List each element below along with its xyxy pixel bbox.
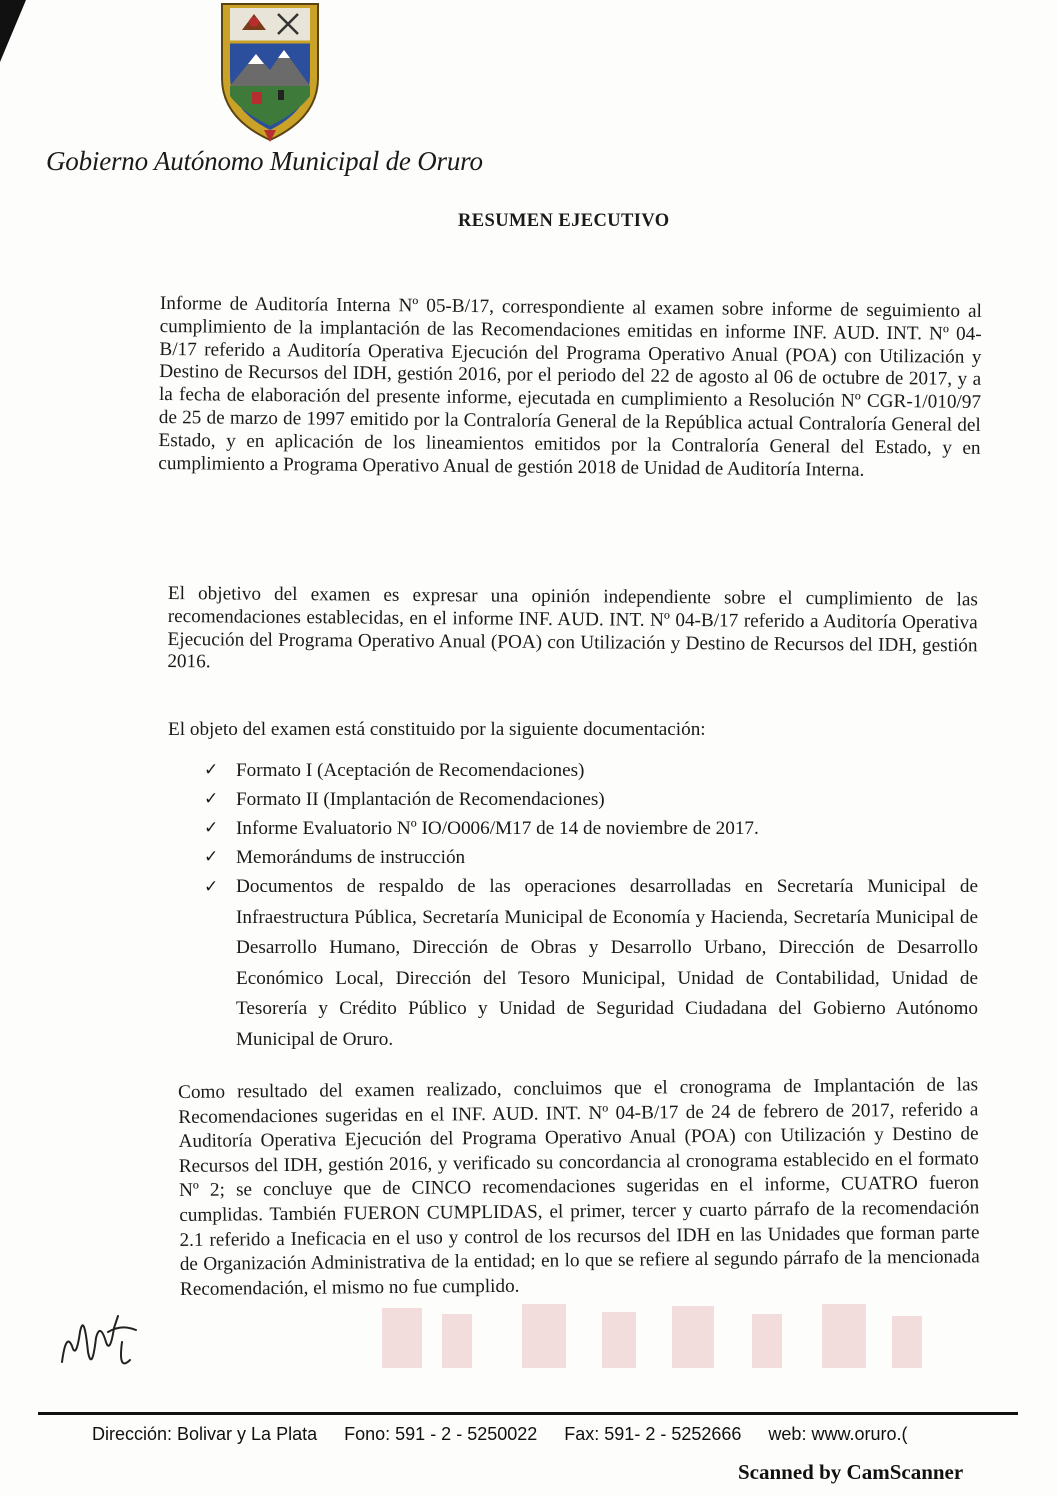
list-item [204,756,978,785]
list-item-text: Formato II (Implantación de Recomendaciones) [236,789,605,810]
watermark-graphic [372,1300,932,1370]
organization-name: Gobierno Autónomo Municipal de Oruro [46,146,483,176]
paragraph-scope: El objeto del examen está constituido por la siguiente documentación: [168,719,706,741]
footer-divider [38,1412,1018,1415]
list-item [204,785,978,814]
list-item-text: Formato I (Aceptación de Recomendaciones) [236,760,585,781]
footer-contact [92,1424,929,1445]
footer-phone: Fono: 591 - 2 - 5250022 [344,1424,538,1444]
list-item-text: Documentos de respaldo de las operaciones desarrolladas en Secretaría Municipal de Infraestructura Pública, Secretaría Municipal de Economía y Hacienda, Secretaría Municipal de Desarrollo Humano, Dirección de Obras y Desarrollo Urbano, Dirección de Desarrollo Económico Local, Dirección del Tesoro Municipal, Unidad de Contabilidad, Unidad de Tesorería y Crédito Público y Unidad de Seguridad Ciudadana del Gobierno Autónomo Municipal de Oruro. [236,876,978,1050]
paragraph-objective: El objetivo del examen es expresar una opinión independiente sobre el cumplimiento de las recomendaciones establecidas, en el informe INF. AUD. INT. Nº 04-B/17 referido a Auditoría Operativa Ejecución del Programa Operativo Anual (POA) con Utilización y Destino de Recursos del IDH, gestión 2016. [167,583,978,673]
scanner-watermark: Scanned by CamScanner [738,1460,964,1484]
paragraph-conclusion: Como resultado del examen realizado, concluimos que el cronograma de Implantación de las Recomendaciones sugeridas en el INF. AUD. INT. Nº 04-B/17 de 24 de febrero de 2017, referido a Auditoría Operativa Ejecución del Programa Operativo Anual (POA) con Utilización y Destino de Recursos del IDH, gestión 2016, y verificado su concordancia al cronograma establecido en el formato Nº 2; se concluye que de CINCO recomendaciones sugeridas en el informe, CUATRO fueron cumplidas. También FUERON CUMPLIDAS, el primer, tercer y cuarto párrafo de la recomendación 2.1 referido a Ineficacia en el uso y control de los recursos del IDH en las Unidades que forman parte de Organización Administrativa de la entidad; en lo que se refiere al segundo párrafo de la mencionada Recomendación, el mismo no fue cumplido. [178,1074,980,1300]
checkmark-icon: ✓ [204,847,219,867]
list-item [204,872,978,1055]
scan-edge-shadow [0,0,26,62]
footer-web: web: www.oruro.( [768,1424,908,1444]
footer-fax: Fax: 591- 2 - 5252666 [564,1424,742,1444]
checkmark-icon: ✓ [204,877,219,897]
oruro-coat-of-arms-icon [208,0,332,144]
signature-initials [56,1302,156,1382]
paragraph-introduction: Informe de Auditoría Interna Nº 05-B/17, correspondiente al examen sobre informe de seguimiento al cumplimiento de la implantación de las Recomendaciones emitidas en informe INF. AUD. INT. Nº 04-B/17 referido a Auditoría Operativa Ejecución del Programa Operativo Anual (POA) con Utilización y Destino de Recursos del IDH, gestión 2016, por el periodo del 22 de agosto al 06 de octubre de 2017, y a la fecha de elaboración del presente informe, ejecutada en cumplimiento a Resolución Nº CGR-1/010/97 de 25 de marzo de 1997 emitido por la Contraloría General de la República actual Contraloría General del Estado, y en aplicación de los lineamientos emitidos por la Contraloría General del Estado, y en cumplimiento a Programa Operativo Anual de gestión 2018 de Unidad de Auditoría Interna. [158,293,982,481]
checkmark-icon: ✓ [204,789,219,809]
document-title: RESUMEN EJECUTIVO [458,211,670,231]
checkmark-icon: ✓ [204,760,219,780]
list-item [204,814,978,843]
list-item-text: Memorándums de instrucción [236,847,466,868]
documentation-checklist [204,756,978,1055]
checkmark-icon: ✓ [204,818,219,838]
footer-address: Dirección: Bolivar y La Plata [92,1424,318,1444]
list-item [204,843,978,872]
list-item-text: Informe Evaluatorio Nº IO/O006/M17 de 14 de noviembre de 2017. [236,818,759,839]
